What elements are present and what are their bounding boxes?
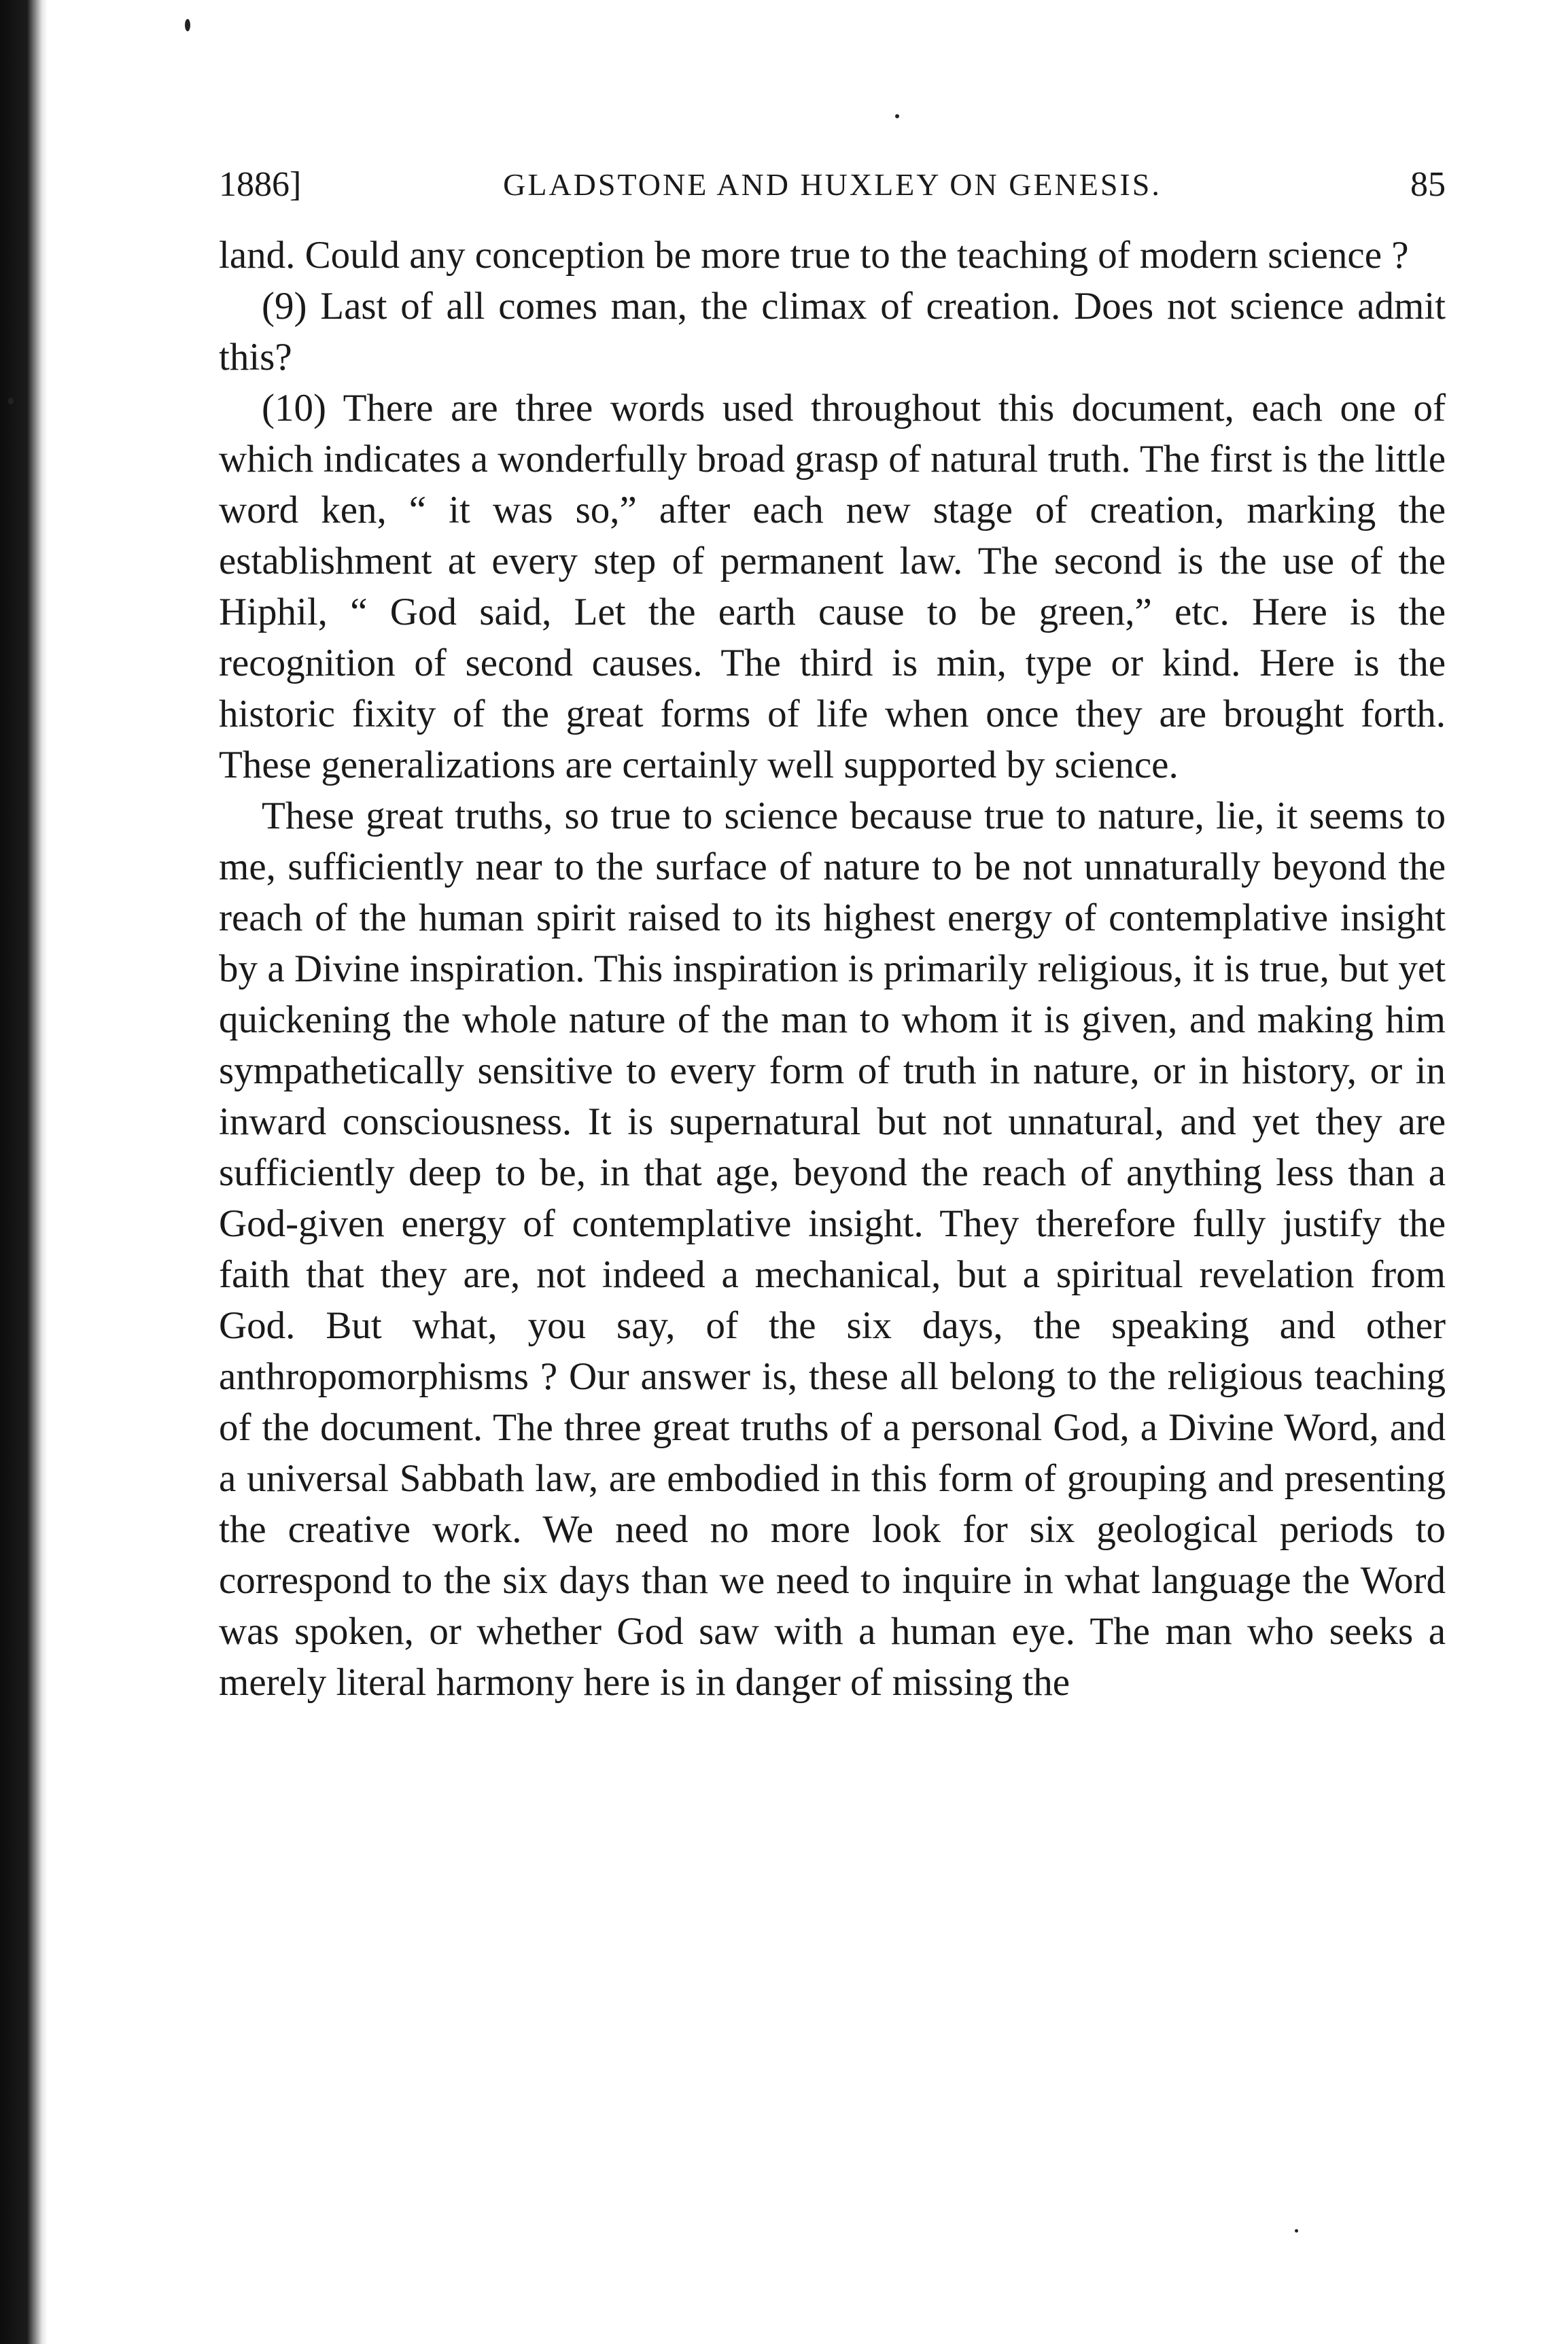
print-speck: [185, 19, 190, 31]
book-binding-edge: [0, 0, 48, 2344]
running-head: [219, 158, 1446, 212]
page-number: 85: [1410, 165, 1446, 204]
paragraph: (9) Last of all comes man, the climax of creation. Does not science admit this?: [219, 285, 1446, 379]
running-head-year: 1886]: [219, 165, 302, 204]
body-text: [219, 230, 1446, 1708]
book-page: [219, 158, 1446, 1708]
print-speck: [1295, 2229, 1298, 2233]
paragraph: These great truths, so true to science because true to nature, lie, it seems to me, sufficiently near to the surface of nature to be not unnaturally beyond the reach of the human spirit raised to its highest energy of contemplative insight by a Divine inspiration. This inspiration is primarily religious, it is true, but yet quickening the whole nature of the man to whom it is given, and making him sympathetically sensitive to every form of truth in nature, or in history, or in inward consciousness. It is supernatural but not unnatural, and yet they are sufficiently deep to be, in that age, beyond the reach of anything less than a God-given energy of contemplative insight. They therefore fully justify the faith that they are, not indeed a mechanical, but a spiritual revelation from God. But what, you say, of the six days, the speaking and other anthropomorphisms ? Our answer is, these all belong to the religious teaching of the document. The three great truths of a personal God, a Divine Word, and a universal Sabbath law, are embodied in this form of grouping and presenting the creative work. We need no more look for six geological periods to correspond to the six days than we need to inquire in what language the Word was spoken, or whether God saw with a human eye. The man who seeks a merely literal harmony here is in danger of missing the: [219, 794, 1446, 1704]
print-speck: [895, 114, 899, 118]
paragraph: land. Could any conception be more true to the teaching of modern science ?: [219, 234, 1409, 277]
paragraph: (10) There are three words used throughout this document, each one of which indicates a wonderfully broad grasp of natural truth. The first is the little word ken, “ it was so,” after each new stage of creation, marking the establishment at every step of permanent law. The second is the use of the Hiphil, “ God said, Let the earth cause to be green,” etc. Here is the recognition of second causes. The third is min, type or kind. Here is the historic fixity of the great forms of life when once they are brought forth. These generalizations are certainly well supported by science.: [219, 387, 1446, 786]
print-speck: [8, 398, 14, 404]
running-head-title: GLADSTONE AND HUXLEY ON GENESIS.: [503, 167, 1162, 202]
